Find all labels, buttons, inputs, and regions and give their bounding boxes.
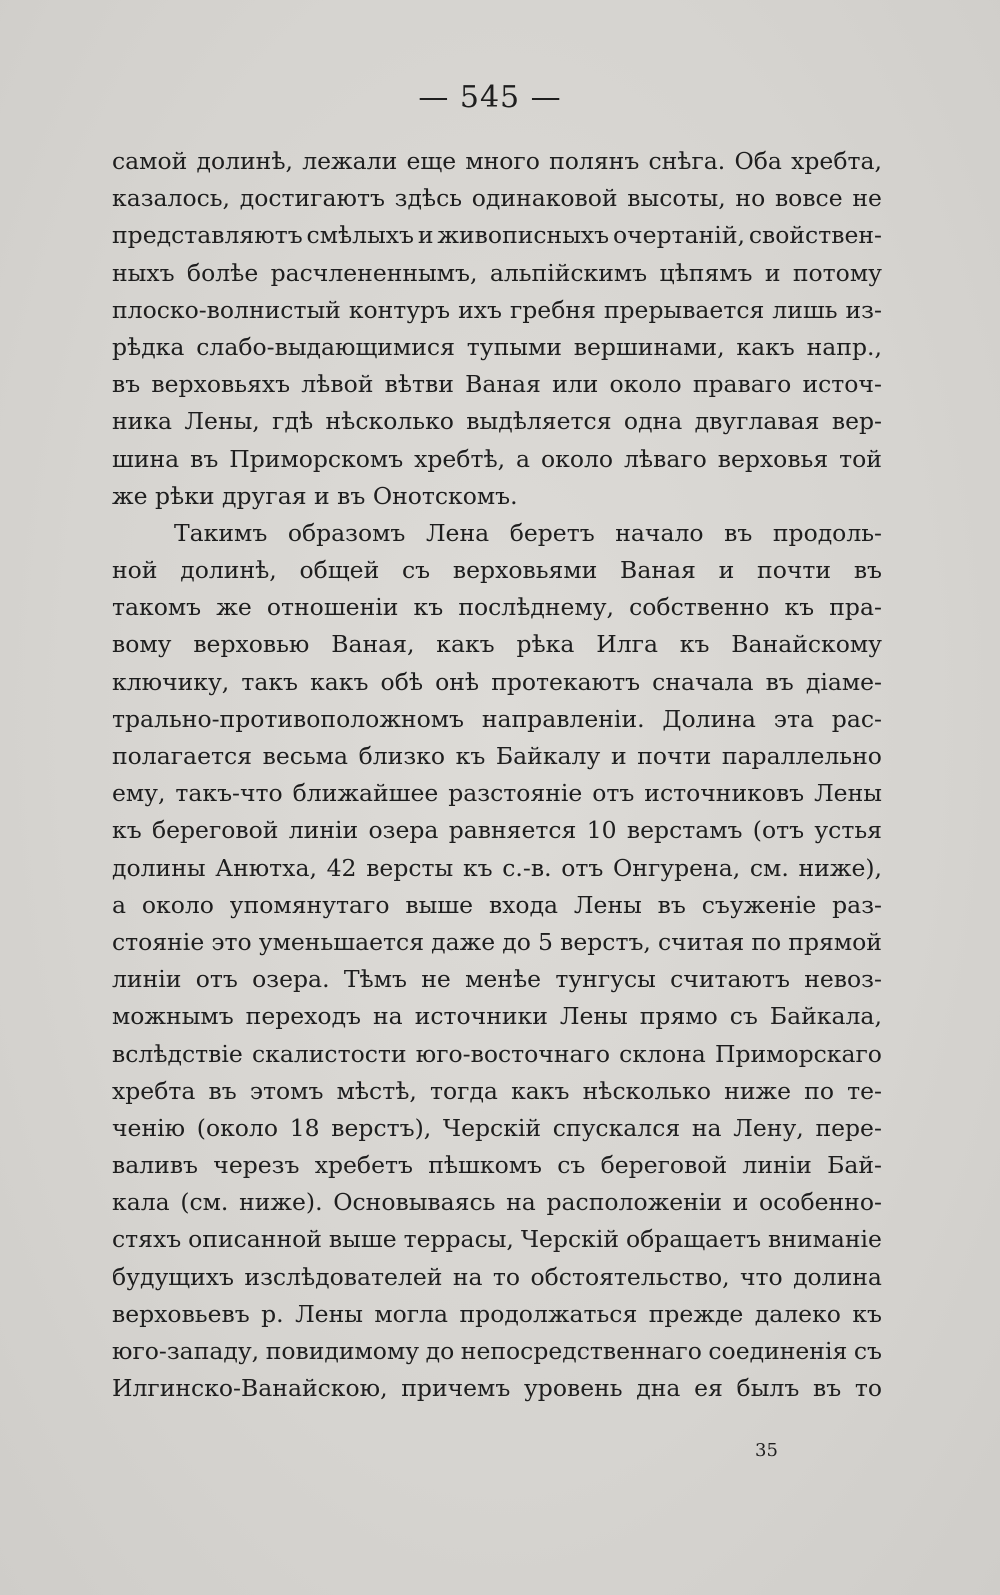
text-line: самой долинѣ, лежали еще много полянъ снѣга. Оба хребта, [112,147,882,175]
text-line: шина въ Приморскомъ хребтѣ, а около лѣваго верховья той [112,444,882,473]
text-line: кала (см. ниже). Основываясь на расположеніи и особенно- [112,1188,882,1217]
text-line: ченію (около 18 верстъ), Черскій спускался на Лену, пере- [112,1113,882,1142]
text-line: стояніе это уменьшается даже до 5 верстъ, считая по прямой [112,927,882,956]
text-line: рѣдка слабо-выдающимися тупыми вершинами, какъ напр., [112,332,882,361]
text-line: же рѣки другая и въ Онотскомъ. [112,481,518,510]
text-line: долины Анютха, 42 версты къ с.-в. отъ Онгурена, см. ниже), [112,853,882,882]
text-line: представляютъ смѣлыхъ и живописныхъ очертаній, свойствен- [112,221,882,250]
text-line: вому верховью Ваная, какъ рѣка Илга къ Ванайскому [112,630,882,659]
text-line: такомъ же отношеніи къ послѣднему, собственно къ пра- [112,593,882,622]
text-line: Илгинско-Ванайскою, причемъ уровень дна ея былъ въ то [112,1374,882,1403]
text-line: можнымъ переходъ на источники Лены прямо съ Байкала, [112,1002,882,1031]
text-line: хребта въ этомъ мѣстѣ, тогда какъ нѣсколько ниже по те- [112,1076,882,1105]
text-line: Такимъ образомъ Лена беретъ начало въ продоль- [174,518,882,547]
text-line: стяхъ описанной выше террасы, Черскій обращаетъ вниманіе [112,1225,882,1254]
text-line: ключику, такъ какъ обѣ онѣ протекаютъ сначала въ діаме- [112,667,882,696]
page-number: — 545 — [418,80,562,115]
text-line: къ береговой линіи озера равняется 10 верстамъ (отъ устья [112,816,882,845]
text-line: въ верховьяхъ лѣвой вѣтви Ваная или около праваго источ- [112,370,882,399]
signature-mark: 35 [755,1440,778,1461]
text-line: будущихъ изслѣдователей на то обстоятельство, что долина [112,1262,882,1291]
text-line: трально-противоположномъ направленіи. Долина эта рас- [112,704,882,733]
body-text [112,143,882,1407]
text-line: верховьевъ р. Лены могла продолжаться прежде далеко къ [112,1299,882,1328]
text-line: валивъ черезъ хребетъ пѣшкомъ съ береговой линіи Бай- [112,1151,882,1180]
text-line: плоско-волнистый контуръ ихъ гребня прерывается лишь из- [112,295,882,324]
text-line: казалось, достигаютъ здѣсь одинаковой высоты, но вовсе не [112,184,882,213]
text-line: линіи отъ озера. Тѣмъ не менѣе тунгусы считаютъ невоз- [112,965,882,994]
text-line: полагается весьма близко къ Байкалу и почти параллельно [112,742,882,770]
text-line: вслѣдствіе скалистости юго-восточнаго склона Приморскаго [112,1039,882,1068]
text-line: ему, такъ-что ближайшее разстояніе отъ источниковъ Лены [112,779,882,808]
text-line: а около упомянутаго выше входа Лены въ съуженіе раз- [112,890,882,919]
text-line: ной долинѣ, общей съ верховьями Ваная и почти въ [112,556,882,585]
text-line: юго-западу, повидимому до непосредственнаго соединенія съ [112,1337,882,1365]
text-line: ника Лены, гдѣ нѣсколько выдѣляется одна двуглавая вер- [112,407,882,436]
text-line: ныхъ болѣе расчлененнымъ, альпійскимъ цѣпямъ и потому [112,258,882,287]
